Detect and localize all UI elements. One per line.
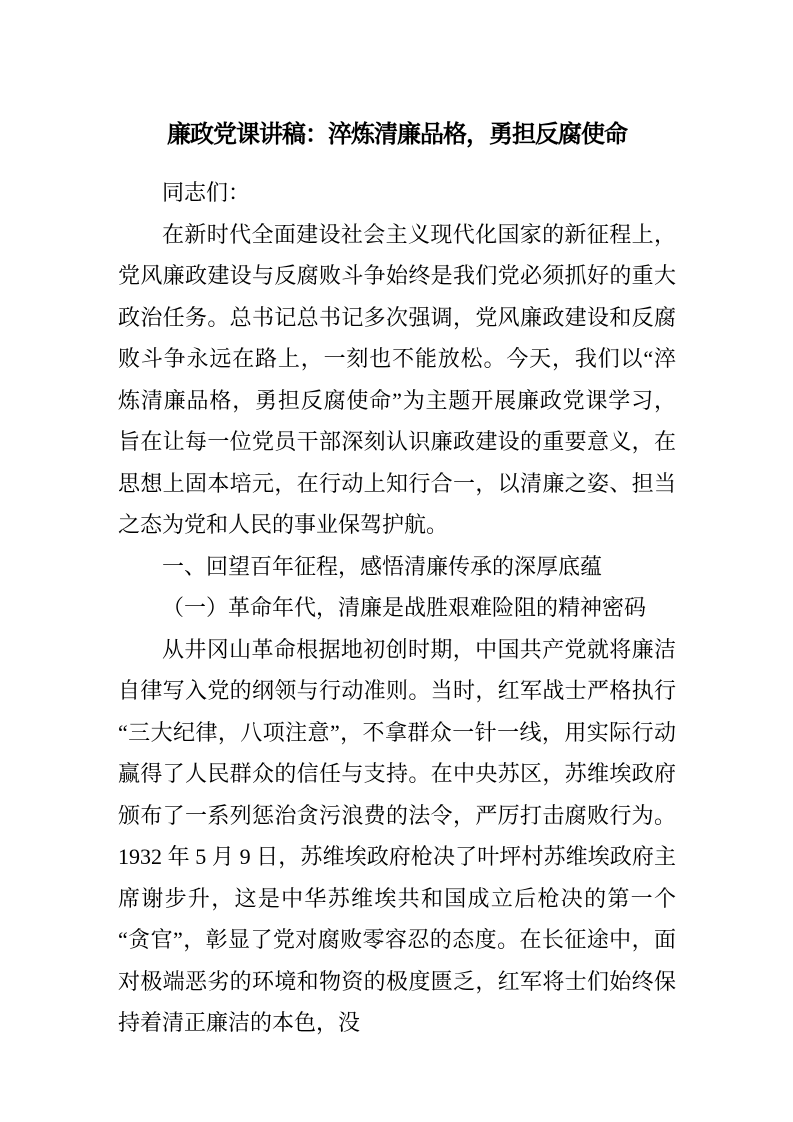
paragraph-intro: 在新时代全面建设社会主义现代化国家的新征程上，党风廉政建设与反腐败斗争始终是我们党必须抓好的重大政治任务。总书记总书记多次强调，党风廉政建设和反腐败斗争永远在路上，一刻也不能放松。今天，我们以“淬炼清廉品格，勇担反腐使命”为主题开展廉政党课学习，旨在让每一位党员干部深刻认识廉政建设的重要意义，在思想上固本培元，在行动上知行合一，以清廉之姿、担当之态为党和人民的事业保驾护航。 xyxy=(118,221,676,537)
salutation: 同志们： xyxy=(162,180,251,205)
paragraph-revolution-era: 从井冈山革命根据地初创时期，中国共产党就将廉洁自律写入党的纲领与行动准则。当时，红军战士严格执行“三大纪律，八项注意”，不拿群众一针一线，用实际行动赢得了人民群众的信任与支持。在中央苏区，苏维埃政府颁布了一系列惩治贪污浪费的法令，严厉打击腐败行为。1932 年 5 月 9 日，苏维埃政府枪决了叶坪村苏维埃政府主席谢步升，这是中华苏维埃共和国成立后枪决的第一个“贪官”，彰显了党对腐败零容忍的态度。在长征途中，面对极端恶劣的环境和物资的极度匮乏，红军将士们始终保持着清正廉洁的本色，没 xyxy=(118,636,676,1035)
section-heading: 一、回望百年征程，感悟清廉传承的深厚底蕴 xyxy=(162,553,603,579)
subsection-heading: （一）革命年代，清廉是战胜艰难险阻的精神密码 xyxy=(162,595,647,620)
document-title xyxy=(118,112,676,158)
document-title-text: 廉政党课讲稿：淬炼清廉品格，勇担反腐使命 xyxy=(167,122,627,148)
